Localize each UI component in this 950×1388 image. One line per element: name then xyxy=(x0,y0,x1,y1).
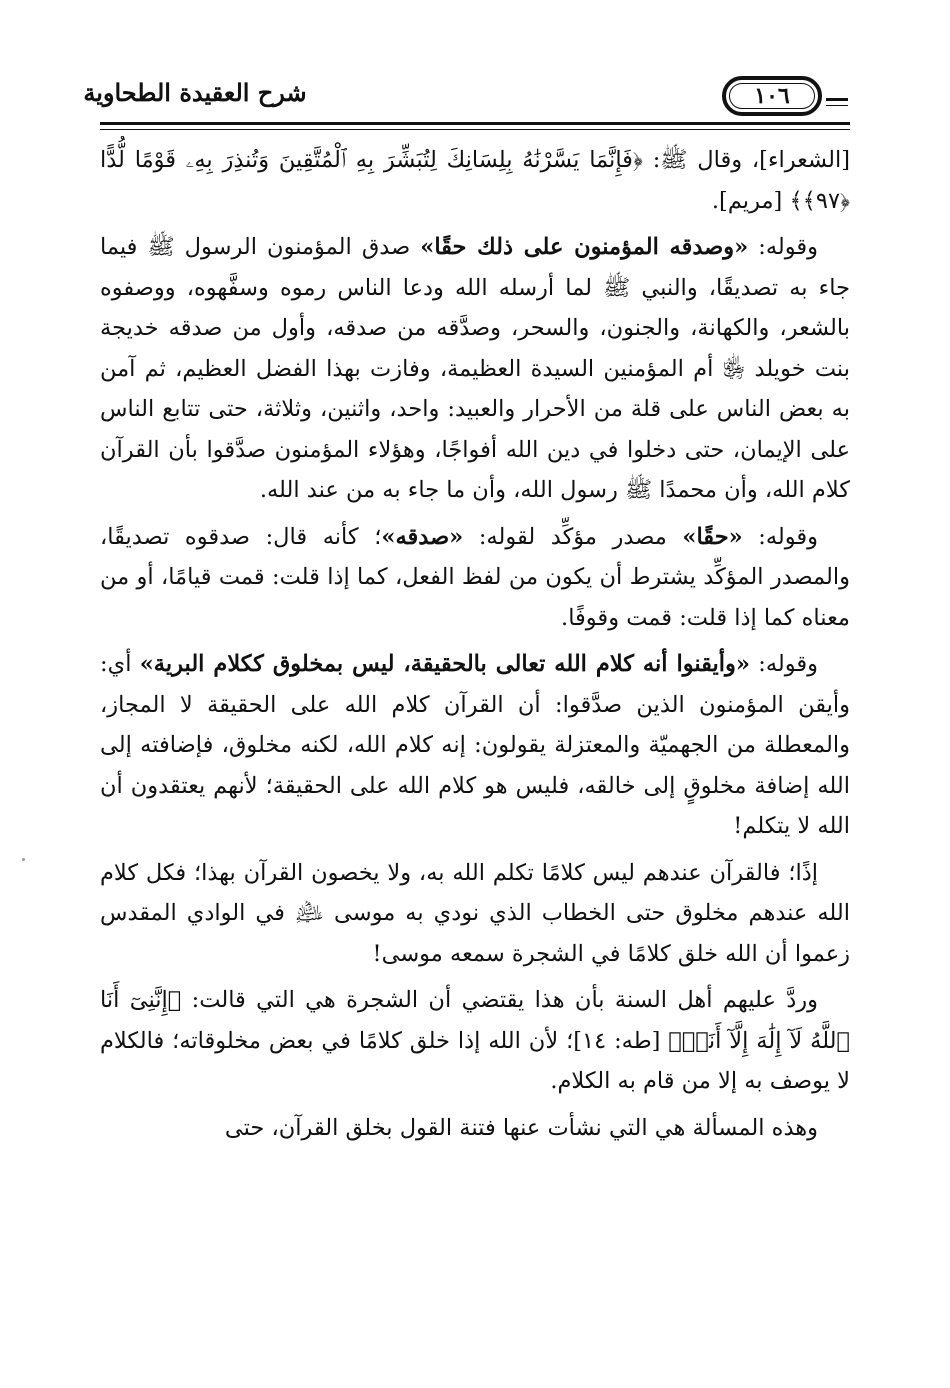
ornament-line xyxy=(826,105,848,106)
text-run: إذًا؛ فالقرآن عندهم ليس كلامًا تكلم الله به، ولا يخصون القرآن بهذا؛ فكل كلام الله عندهم مخلوق حتى الخطاب الذي نودي به موسى ﵇ في الوادي المقدس زعموا أن الله خلق كلامًا في الشجرة سمعه موسى! xyxy=(100,859,850,967)
paragraph xyxy=(100,853,850,975)
quoted-matn: «وصدقه المؤمنون على ذلك حقًا» xyxy=(420,234,749,260)
paragraph xyxy=(100,517,850,639)
text-run: مصدر مؤكِّد لقوله: xyxy=(463,523,683,550)
text-run: وقوله: xyxy=(742,523,819,550)
quoted-matn: «صدقه» xyxy=(381,523,464,550)
paragraph xyxy=(100,140,850,221)
paragraph xyxy=(100,227,850,511)
text-run: أي: وأيقن المؤمنون الذين صدَّقوا: أن القرآن كلام الله على الحقيقة لا المجاز، والمعطلة من الجهميّة والمعتزلة يقولون: إنه كلام الله، لكنه مخلوق، فإضافته إلى الله إضافة مخلوقٍ إلى خالقه، فليس هو كلام الله على الحقيقة؛ لأنهم يعتقدون أن الله لا يتكلم! xyxy=(100,651,850,839)
text-run: [مريم]. xyxy=(711,187,790,214)
page-number: ١٠٦ xyxy=(729,83,815,109)
ornament-line xyxy=(826,98,848,101)
quran-verse: ﴿فَإِنَّمَا يَسَّرْنَٰهُ بِلِسَانِكَ لِتُبَشِّرَ بِهِ ٱلْمُتَّقِينَ وَتُنذِرَ بِهِۦ قَوْمًا لُّدًّا ﴿٩٧﴾﴾ xyxy=(100,147,850,214)
text-run: وردَّ عليهم أهل السنة بأن هذا يقتضي أن الشجرة هي التي قالت: xyxy=(181,987,818,1013)
page-number-badge xyxy=(722,76,822,116)
text-run: ؛ كأنه قال: صدقوه تصديقًا، والمصدر المؤكِّد يشترط أن يكون من لفظ الفعل، كما إذا قلت: قمت قيامًا، أو من معناه كما إذا قلت: قمت وقوفًا. xyxy=(100,523,850,631)
paragraph xyxy=(100,980,850,1102)
page-body xyxy=(100,140,850,1154)
text-run: وقوله: xyxy=(748,234,818,260)
quoted-matn: «حقًا» xyxy=(682,523,743,550)
running-title: شرح العقيدة الطحاوية xyxy=(83,78,307,107)
paragraph xyxy=(100,1108,850,1149)
quoted-matn: «وأيقنوا أنه كلام الله تعالى بالحقيقة، ليس بمخلوق ككلام البرية» xyxy=(139,651,750,677)
text-run: [طه: ١٤]؛ لأن الله إذا خلق كلامًا في بعض مخلوقاته؛ فالكلام لا يوصف به إلا من قام به الكلام. xyxy=(100,1027,850,1094)
scan-speck xyxy=(22,858,25,861)
text-run: صدق المؤمنون الرسول ﷺ فيما جاء به تصديقًا، والنبي ﷺ لما أرسله الله ودعا الناس رموه وسفَّهوه، ووصفوه بالشعر، والكهانة، والجنون، والسحر، وصدَّقه من صدقه، وأول من صدقه خديجة بنت خويلد ﵂ أم المؤمنين السيدة العظيمة، وفازت بهذا الفضل العظيم، ثم آمن به بعض الناس على قلة من الأحرار والعبيد: واحد، واثنين، وثلاثة، حتى تتابع الناس على الإيمان، حتى دخلوا في دين الله أفواجًا، وهؤلاء المؤمنون صدَّقوا بأن القرآن كلام الله، وأن محمدًا ﷺ رسول الله، وأن ما جاء به من عند الله. xyxy=(100,234,850,503)
header-rule-thin xyxy=(100,129,850,130)
text-run: وقوله: xyxy=(749,651,818,677)
quran-verse: ﴿إِنَّنِىٓ أَنَا ٱللَّهُ لَآ إِلَٰهَ إِلَّآ أَنَا۠﴾ xyxy=(100,987,850,1054)
header-rule xyxy=(100,122,850,125)
text-run: [الشعراء]، وقال ﷺ: xyxy=(642,147,850,173)
text-run: وهذه المسألة هي التي نشأت عنها فتنة القول بخلق القرآن، حتى xyxy=(224,1114,818,1141)
paragraph xyxy=(100,644,850,847)
